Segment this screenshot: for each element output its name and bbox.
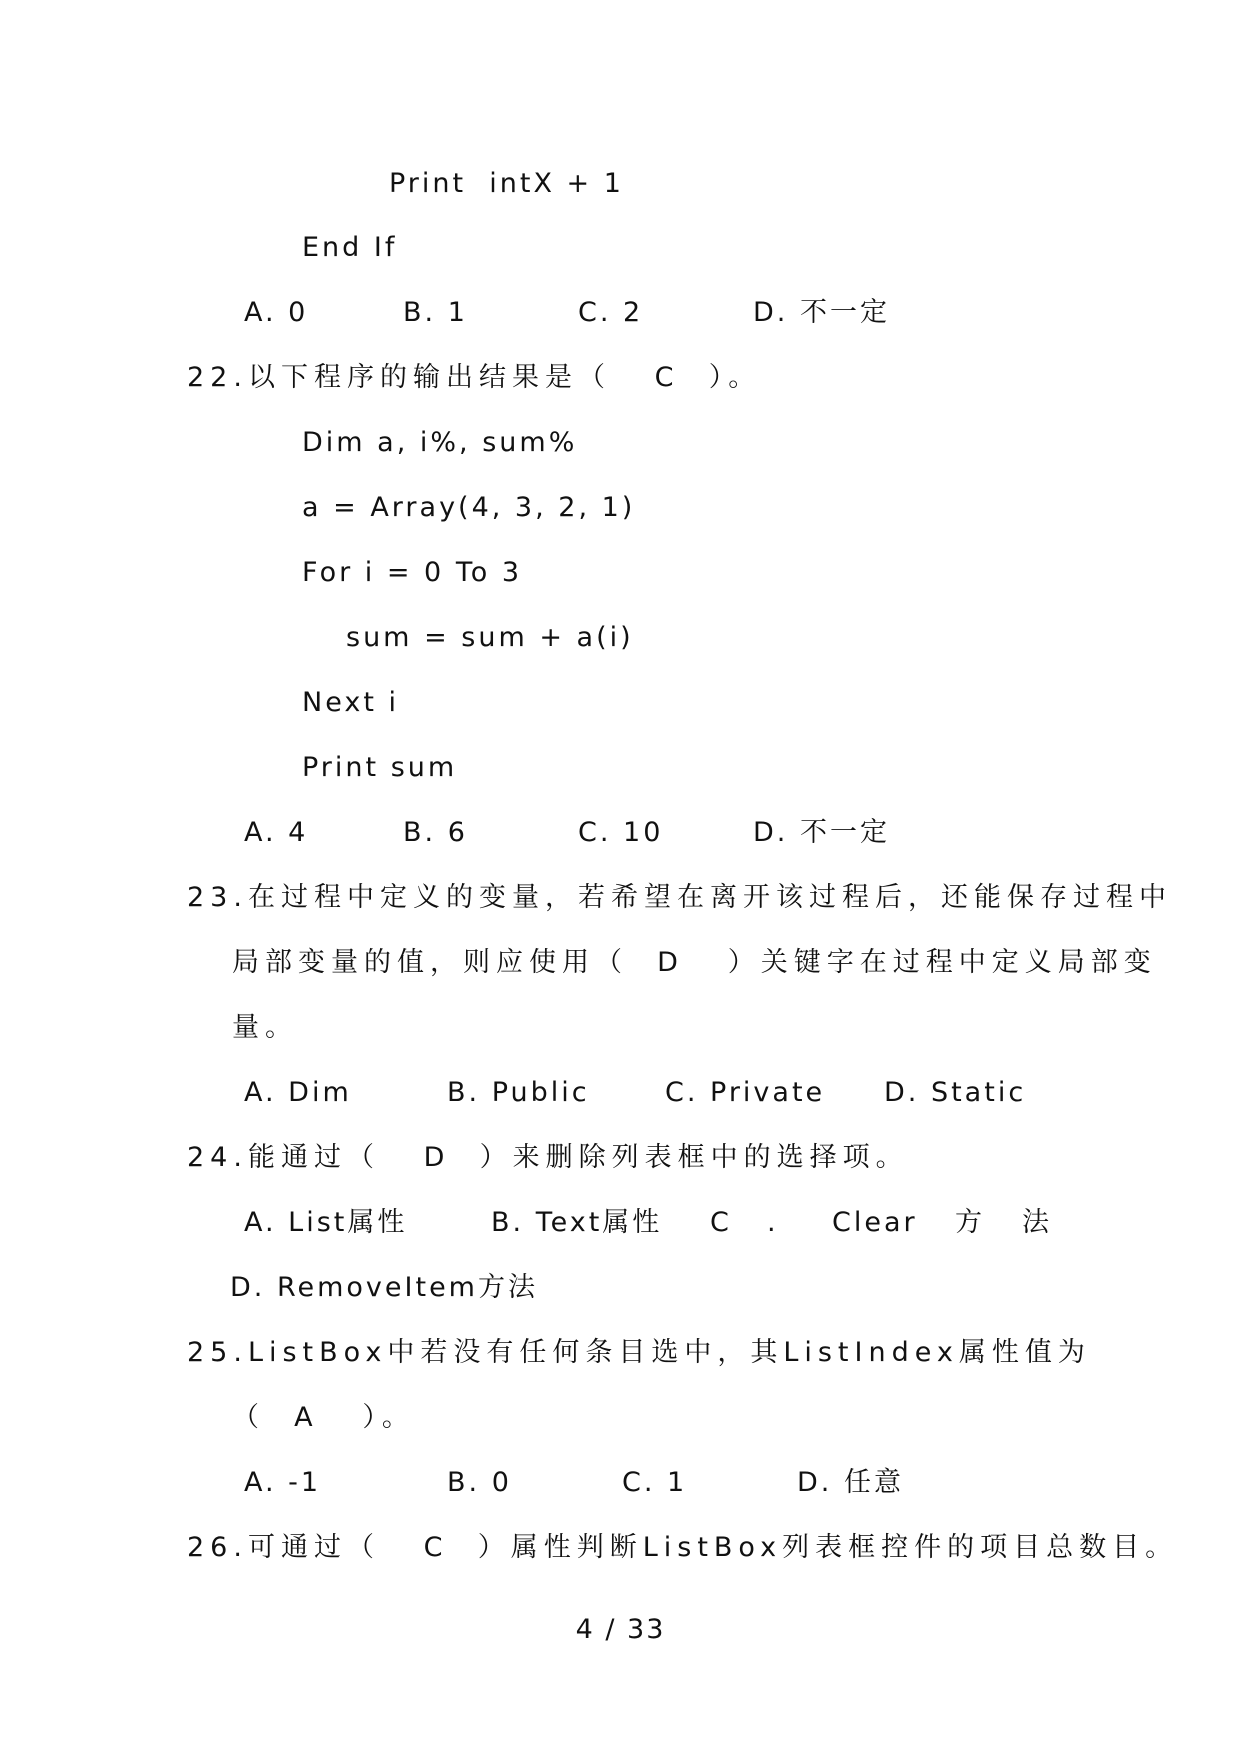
- q21-option-c: C. 2: [578, 297, 644, 328]
- q22-option-a: A. 4: [244, 817, 309, 848]
- q21-option-d: D. 不一定: [753, 297, 890, 328]
- q22-code-line: a = Array(4, 3, 2, 1): [302, 492, 636, 523]
- page-number: 4 / 33: [575, 1614, 666, 1645]
- q26-stem: 26.可通过（ C ）属性判断ListBox列表框控件的项目总数目。: [187, 1532, 1179, 1563]
- q25-option-b: B. 0: [447, 1467, 512, 1498]
- q23-option-b: B. Public: [447, 1077, 590, 1108]
- q21-option-b: B. 1: [403, 297, 468, 328]
- q25-option-c: C. 1: [622, 1467, 688, 1498]
- code-line: Print intX + 1: [389, 168, 624, 199]
- q25-stem-line: （ A ）。: [232, 1402, 415, 1433]
- q22-option-b: B. 6: [403, 817, 468, 848]
- q22-option-c: C. 10: [578, 817, 664, 848]
- q24-option-c-fang: 方: [955, 1207, 985, 1238]
- q25-option-d: D. 任意: [797, 1467, 904, 1498]
- q22-stem: 22.以下程序的输出结果是（ C ）。: [187, 362, 762, 393]
- q21-option-a: A. 0: [244, 297, 309, 328]
- q24-stem: 24.能通过（ D ）来删除列表框中的选择项。: [187, 1142, 909, 1173]
- q22-option-d: D. 不一定: [753, 817, 890, 848]
- q23-option-d: D. Static: [884, 1077, 1027, 1108]
- code-line: End If: [302, 232, 398, 263]
- q22-code-line: sum = sum + a(i): [346, 622, 634, 653]
- q22-code-line: Print sum: [302, 752, 458, 783]
- q25-option-a: A. -1: [244, 1467, 322, 1498]
- q23-option-a: A. Dim: [244, 1077, 352, 1108]
- q23-stem-line: 量。: [232, 1012, 298, 1043]
- q24-option-c-word: Clear: [832, 1207, 918, 1238]
- q22-code-line: For i = 0 To 3: [302, 557, 523, 588]
- q24-option-a: A. List属性: [244, 1207, 408, 1238]
- q25-stem-line: 25.ListBox中若没有任何条目选中，其ListIndex属性值为: [187, 1337, 1091, 1368]
- q23-stem-line: 局部变量的值，则应使用（ D ）关键字在过程中定义局部变: [232, 947, 1157, 978]
- q24-option-c-letter: C: [710, 1207, 732, 1238]
- q22-code-line: Next i: [302, 687, 399, 718]
- q24-option-d: D. RemoveItem方法: [230, 1272, 538, 1303]
- q24-option-c-fa: 法: [1022, 1207, 1052, 1238]
- q22-code-line: Dim a, i%, sum%: [302, 427, 578, 458]
- q23-option-c: C. Private: [665, 1077, 826, 1108]
- q23-stem-line: 23.在过程中定义的变量，若希望在离开该过程后，还能保存过程中: [187, 882, 1172, 913]
- q24-option-b: B. Text属性: [491, 1207, 663, 1238]
- q24-option-c-dot: .: [767, 1207, 779, 1238]
